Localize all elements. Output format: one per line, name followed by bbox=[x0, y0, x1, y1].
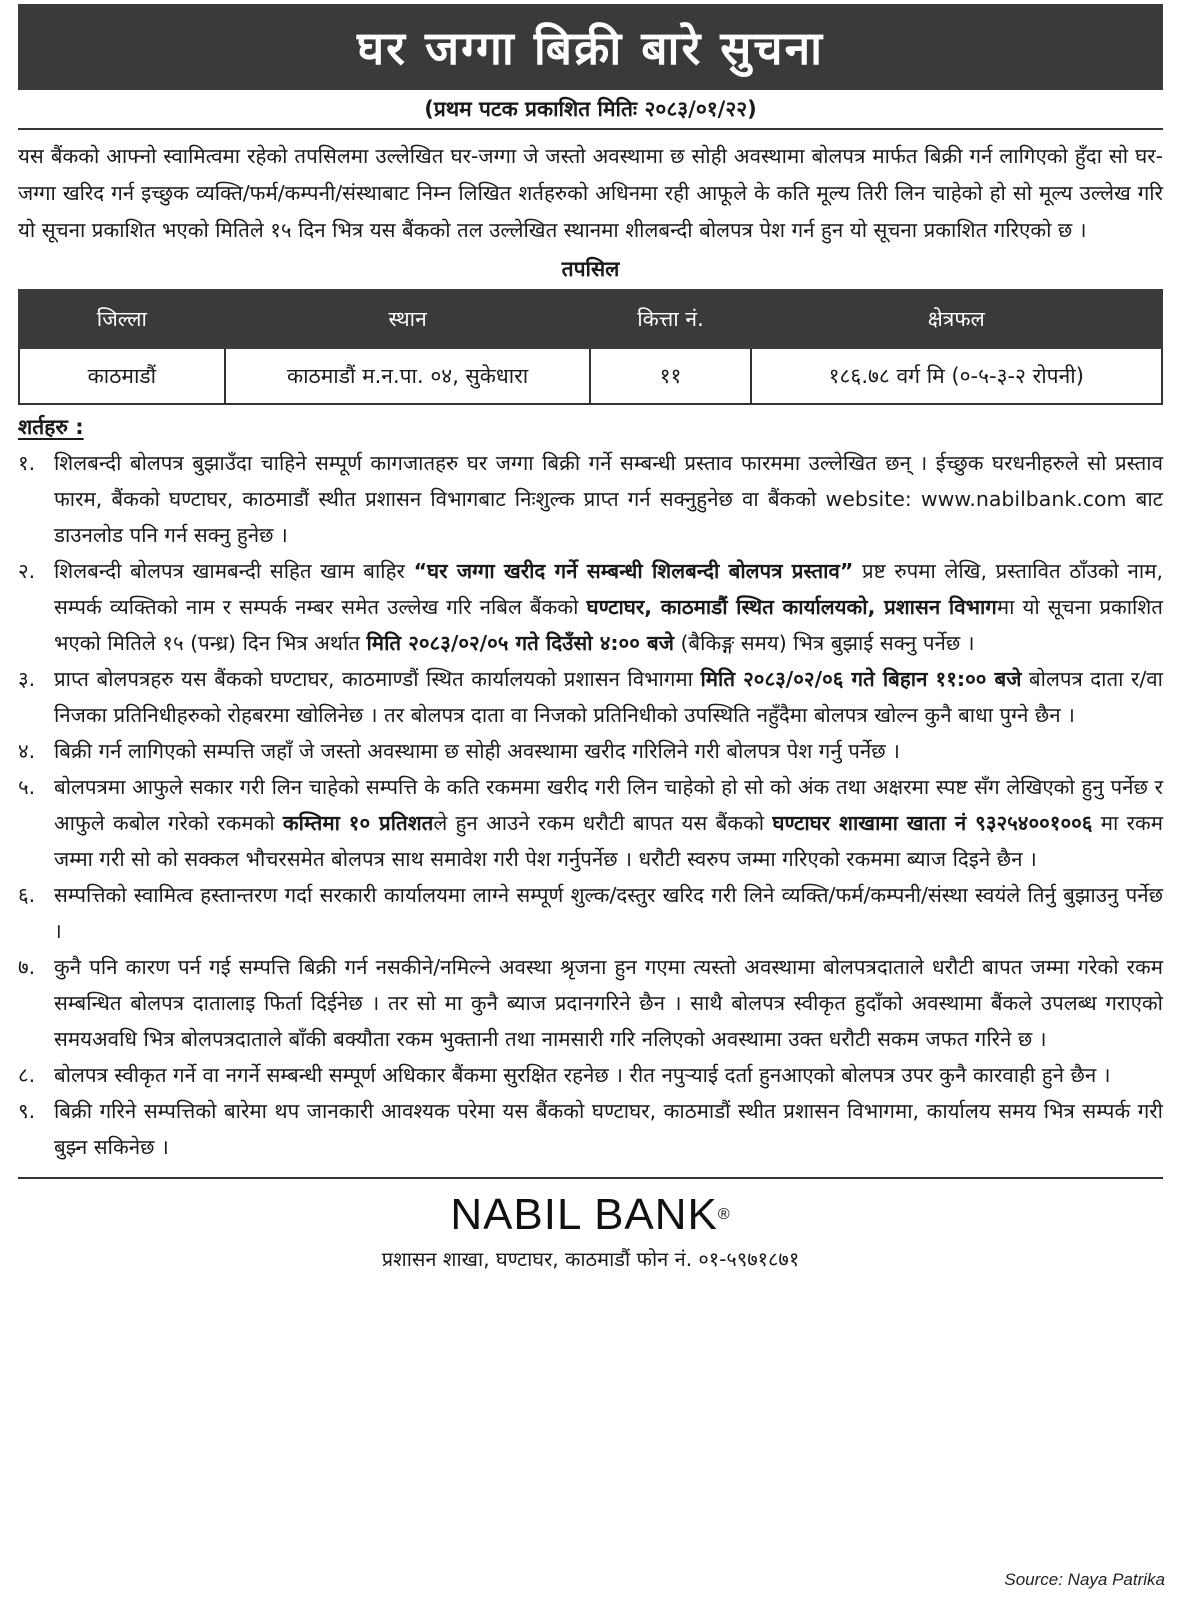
condition-number: १. bbox=[18, 451, 36, 475]
condition-number: ९. bbox=[18, 1099, 36, 1123]
header-plot-number: कित्ता नं. bbox=[590, 290, 750, 348]
condition-text-bold: “घर जग्गा खरीद गर्ने सम्बन्धी शिलबन्दी बोलपत्र प्रस्ताव” bbox=[413, 559, 854, 583]
condition-number: ७. bbox=[18, 955, 36, 979]
condition-item bbox=[18, 949, 1163, 1057]
condition-text: मा यो सूचना प्रकाशित भएको मितिले १५ (पन्ध्र) दिन भित्र अर्थात bbox=[54, 595, 1163, 655]
condition-item bbox=[18, 661, 1163, 733]
footer-divider bbox=[18, 1177, 1163, 1179]
condition-text: प्राप्त बोलपत्रहरु यस बैंकको घण्टाघर, काठमाण्डौं स्थित कार्यालयको प्रशासन विभागमा bbox=[54, 667, 701, 691]
conditions-heading: शर्तहरु : bbox=[18, 415, 84, 439]
table-header-row bbox=[19, 290, 1162, 348]
cell-location: काठमाडौं म.न.पा. ०४, सुकेधारा bbox=[225, 348, 591, 404]
condition-item bbox=[18, 877, 1163, 949]
condition-text: ले हुन आउने रकम धरौटी बापत यस बैंकको bbox=[433, 811, 773, 835]
condition-text: प्रष्ट रुपमा लेखि, प्रस्तावित ठाँउको नाम, सम्पर्क व्यक्तिको नाम र सम्पर्क नम्बर समेत उल्लेख गरि नबिल बैंकको bbox=[54, 559, 1163, 619]
source-credit: Source: Naya Patrika bbox=[1004, 1570, 1165, 1589]
condition-text: कुनै पनि कारण पर्न गई सम्पत्ति बिक्री गर्न नसकीने/नमिल्ने अवस्था श्रृजना हुन गएमा त्यस्तो अवस्थामा बोलपत्रदाताले धरौटी बापत जम्मा गरेको रकम सम्बन्धित बोलपत्र दातालाइ फिर्ता दिईनेछ । तर सो मा कुनै ब्याज प्रदानगरिने छैन । साथै बोलपत्र स्वीकृत हुदाँको अवस्थामा बैंकले उपलब्ध गराएको समयअवधि भित्र बोलपत्रदाताले बाँकी बक्यौता रकम भुक्तानी तथा नामसारी गरि नलिएको अवस्थामा उक्त धरौटी सकम जफत गरिने छ । bbox=[54, 955, 1163, 1051]
condition-text-bold: घण्टाघर, काठमाडौं स्थित कार्यालयको, प्रशासन विभाग bbox=[586, 595, 997, 619]
intro-paragraph: यस बैंकको आफ्नो स्वामित्वमा रहेको तपसिलमा उल्लेखित घर-जग्गा जे जस्तो अवस्थामा छ सोही अवस्थामा बोलपत्र मार्फत बिक्री गर्न लागिएको हुँदा सो घर-जग्गा खरिद गर्न इच्छुक व्यक्ति/फर्म/कम्पनी/संस्थाबाट निम्न लिखित शर्तहरुको अधिनमा रही आफूले के कति मूल्य तिरी लिन चाहेको हो सो मूल्य उल्लेख गरि यो सूचना प्रकाशित भएको मितिले १५ दिन भित्र यस बैंकको तल उल्लेखित स्थानमा शीलबन्दी बोलपत्र पेश गर्न हुन यो सूचना प्रकाशित गरिएको छ । bbox=[18, 144, 1163, 242]
bank-name: NABIL BANK bbox=[450, 1190, 718, 1239]
condition-text: मा रकम जम्मा गरी सो को सक्कल भौचरसमेत बोलपत्र साथ समावेश गरी पेश गर्नुपर्नेछ । धरौटी स्वरुप जम्मा गरिएको रकममा ब्याज दिइने छैन । bbox=[54, 811, 1163, 871]
condition-text: शिलबन्दी बोलपत्र खामबन्दी सहित खाम बाहिर bbox=[54, 559, 414, 583]
header-location: स्थान bbox=[225, 290, 591, 348]
condition-text: (बैकिङ्ग समय) भित्र बुझाई सक्नु पर्नेछ । bbox=[673, 631, 975, 655]
first-published-date: (प्रथम पटक प्रकाशित मितिः २०८३/०१/२२) bbox=[18, 90, 1163, 130]
condition-text-bold: कम्तिमा १० प्रतिशत bbox=[282, 811, 434, 835]
bank-address: प्रशासन शाखा, घण्टाघर, काठमाडौं फोन नं. ०१-५९७१८७१ bbox=[381, 1247, 800, 1271]
cell-area: १८६.७८ वर्ग मि (०-५-३-२ रोपनी) bbox=[751, 348, 1163, 404]
condition-item bbox=[18, 1093, 1163, 1165]
condition-item bbox=[18, 1057, 1163, 1093]
condition-number: ३. bbox=[18, 667, 36, 691]
notice-page bbox=[18, 0, 1163, 1272]
condition-number: ६. bbox=[18, 883, 36, 907]
condition-text: बोलपत्र स्वीकृत गर्ने वा नगर्ने सम्बन्धी सम्पूर्ण अधिकार बैंकमा सुरक्षित रहनेछ । रीत नपुऱ्याई दर्ता हुनआएको बोलपत्र उपर कुनै कारवाही हुने छैन । bbox=[54, 1063, 1111, 1087]
condition-text: बोलपत्रमा आफुले सकार गरी लिन चाहेको सम्पत्ति के कति रकममा खरीद गरी लिन चाहेको हो सो को अंक तथा अक्षरमा स्पष्ट सँग लेखिएको हुनु पर्नेछ र आफुले कबोल गरेको रकमको bbox=[54, 775, 1163, 835]
bank-logo bbox=[18, 1189, 1163, 1241]
condition-number: ५. bbox=[18, 775, 36, 799]
property-table bbox=[18, 289, 1163, 405]
condition-text: शिलबन्दी बोलपत्र बुझाउँदा चाहिने सम्पूर्ण कागजातहरु घर जग्गा बिक्री गर्ने सम्बन्धी प्रस्ताव फारममा उल्लेखित छन् । ईच्छुक घरधनीहरुले सो प्रस्ताव फारम, बैंकको घण्टाघर, काठमाडौं स्थीत प्रशासन विभागबाट निःशुल्क प्राप्त गर्न सक्नुहुनेछ वा बैंकको website: www.nabilbank.com बाट डाउनलोड पनि गर्न सक्नु हुनेछ । bbox=[54, 451, 1163, 547]
registered-mark: ® bbox=[717, 1206, 731, 1223]
condition-item bbox=[18, 733, 1163, 769]
condition-item bbox=[18, 553, 1163, 661]
cell-plot-number: ११ bbox=[590, 348, 750, 404]
condition-text: बिक्री गरिने सम्पत्तिको बारेमा थप जानकारी आवश्यक परेमा यस बैंकको घण्टाघर, काठमाडौं स्थीत प्रशासन विभागमा, कार्यालय समय भित्र सम्पर्क गरी बुझ्न सकिनेछ । bbox=[54, 1099, 1163, 1159]
condition-item bbox=[18, 445, 1163, 553]
condition-text: सम्पत्तिको स्वामित्व हस्तान्तरण गर्दा सरकारी कार्यालयमा लाग्ने सम्पूर्ण शुल्क/दस्तुर खरिद गरी लिने व्यक्ति/फर्म/कम्पनी/संस्था स्वयंले तिर्नु बुझाउनु पर्नेछ । bbox=[54, 883, 1163, 943]
condition-text: बोलपत्र दाता र/वा निजका प्रतिनिधीहरुको रोहबरमा खोलिनेछ । तर बोलपत्र दाता वा निजको प्रतिनिधीको उपस्थिति नहुँदैमा बोलपत्र खोल्न कुनै बाधा पुग्ने छैन । bbox=[54, 667, 1163, 727]
condition-number: ८. bbox=[18, 1063, 36, 1087]
cell-district: काठमाडौं bbox=[19, 348, 225, 404]
condition-text-bold: घण्टाघर शाखामा खाता नं ९३२५४००१००६ bbox=[772, 811, 1093, 835]
header-district: जिल्ला bbox=[19, 290, 225, 348]
tapasil-heading: तपसिल bbox=[561, 257, 620, 281]
condition-item bbox=[18, 769, 1163, 877]
condition-text-bold: मिति २०८३/०२/०६ गते बिहान ११:०० बजे bbox=[700, 667, 1022, 691]
conditions-list bbox=[18, 445, 1163, 1165]
header-area: क्षेत्रफल bbox=[751, 290, 1163, 348]
table-row bbox=[19, 348, 1162, 404]
condition-text: बिक्री गर्न लागिएको सम्पत्ति जहाँ जे जस्तो अवस्थामा छ सोही अवस्थामा खरीद गरिलिने गरी बोलपत्र पेश गर्नु पर्नेछ । bbox=[54, 739, 900, 763]
condition-number: २. bbox=[18, 559, 36, 583]
condition-text-bold: मिति २०८३/०२/०५ गते दिउँसो ४:०० बजे bbox=[366, 631, 674, 655]
condition-number: ४. bbox=[18, 739, 36, 763]
notice-title: घर जग्गा बिक्री बारे सुचना bbox=[18, 4, 1163, 90]
